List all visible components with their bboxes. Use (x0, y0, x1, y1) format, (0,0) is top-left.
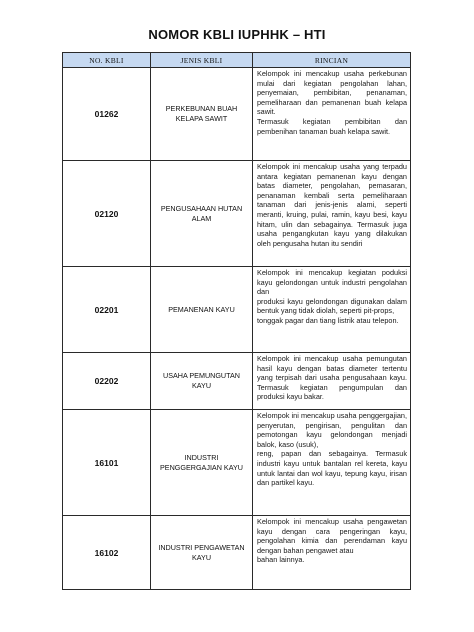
kbli-jenis: INDUSTRI PENGGERGAJIAN KAYU (151, 410, 253, 516)
kbli-rincian (253, 516, 411, 590)
kbli-rincian (253, 68, 411, 161)
rincian-paragraph: Kelompok ini mencakup usaha yang terpadu antara kegiatan pemanenan kayu dengan batas diameter, pengolahan, pemasaran, penanaman kembali serta pemeliharaan tanaman dari jenis-jenis alami, seperti meranti, kruing, pulai, ramin, kayu besi, kayu hitam, ulin dan sebagainya. Termasuk juga usaha pengangkutan kayu yang dilakukan oleh pengusaha hutan itu sendiri (257, 162, 407, 248)
kbli-rincian (253, 410, 411, 516)
kbli-jenis: INDUSTRI PENGAWETAN KAYU (151, 516, 253, 590)
header-jenis-kbli: JENIS KBLI (151, 53, 253, 68)
table-row (63, 353, 411, 410)
kbli-jenis: PEMANENAN KAYU (151, 267, 253, 353)
rincian-paragraph: reng, papan dan sebagainya. Termasuk industri kayu untuk bantalan rel kereta, kayu untuk lantai dan wol kayu, tepung kayu, irisan dan partikel kayu. (257, 449, 407, 488)
header-no-kbli: NO. KBLI (63, 53, 151, 68)
kbli-rincian (253, 353, 411, 410)
table-header-row (63, 53, 411, 68)
rincian-paragraph: Kelompok ini mencakup usaha pengawetan kayu dengan cara pengeringan kayu, pengolahan kimia dan perendaman kayu dengan bahan pengawet atau (257, 517, 407, 555)
rincian-paragraph: Kelompok ini mencakup kegiatan poduksi kayu gelondongan untuk industri pengolahan dan (257, 268, 407, 297)
kbli-code: 02120 (63, 161, 151, 267)
kbli-jenis: PERKEBUNAN BUAH KELAPA SAWIT (151, 68, 253, 161)
rincian-paragraph: bahan lainnya. (257, 555, 305, 565)
kbli-code: 16102 (63, 516, 151, 590)
header-rincian: RINCIAN (253, 53, 411, 68)
kbli-rincian (253, 267, 411, 353)
kbli-rincian (253, 161, 411, 267)
kbli-code: 02201 (63, 267, 151, 353)
rincian-paragraph: Kelompok ini mencakup usaha pemungutan hasil kayu dengan batas diameter tertentu yang terpisah dari usaha pengusahaan kayu. Termasuk kegiatan pengumpulan dan produksi kayu bakar. (257, 354, 407, 402)
kbli-table (62, 52, 411, 590)
rincian-paragraph: tonggak pagar dan tiang listrik atau telepon. (257, 315, 399, 325)
kbli-code: 16101 (63, 410, 151, 516)
rincian-paragraph: Termasuk kegiatan pembibitan dan pembenihan tanaman buah kelapa sawit. (257, 116, 407, 136)
kbli-jenis: USAHA PEMUNGUTAN KAYU (151, 353, 253, 410)
table-row (63, 68, 411, 161)
table-row (63, 516, 411, 590)
page-title: NOMOR KBLI IUPHHK – HTI (148, 27, 326, 42)
table-row (63, 161, 411, 267)
kbli-code: 01262 (63, 68, 151, 161)
rincian-paragraph: produksi kayu gelondongan digunakan dalam bentuk yang tidak diolah, seperti pit-props, (257, 296, 407, 316)
kbli-code: 02202 (63, 353, 151, 410)
table-row (63, 410, 411, 516)
rincian-paragraph: Kelompok ini mencakup usaha penggergajian, penyerutan, pengirisan, pengulitan dan pemotongan kayu gelondongan menjadi balok, kaso (usuk), (257, 411, 407, 449)
rincian-paragraph: Kelompok ini mencakup usaha perkebunan mulai dari kegiatan pengolahan lahan, penyemaian, pembibitan, penanaman, pemeliharaan dan pemanenan buah kelapa sawit. (257, 69, 407, 117)
kbli-jenis: PENGUSAHAAN HUTAN ALAM (151, 161, 253, 267)
table-row (63, 267, 411, 353)
